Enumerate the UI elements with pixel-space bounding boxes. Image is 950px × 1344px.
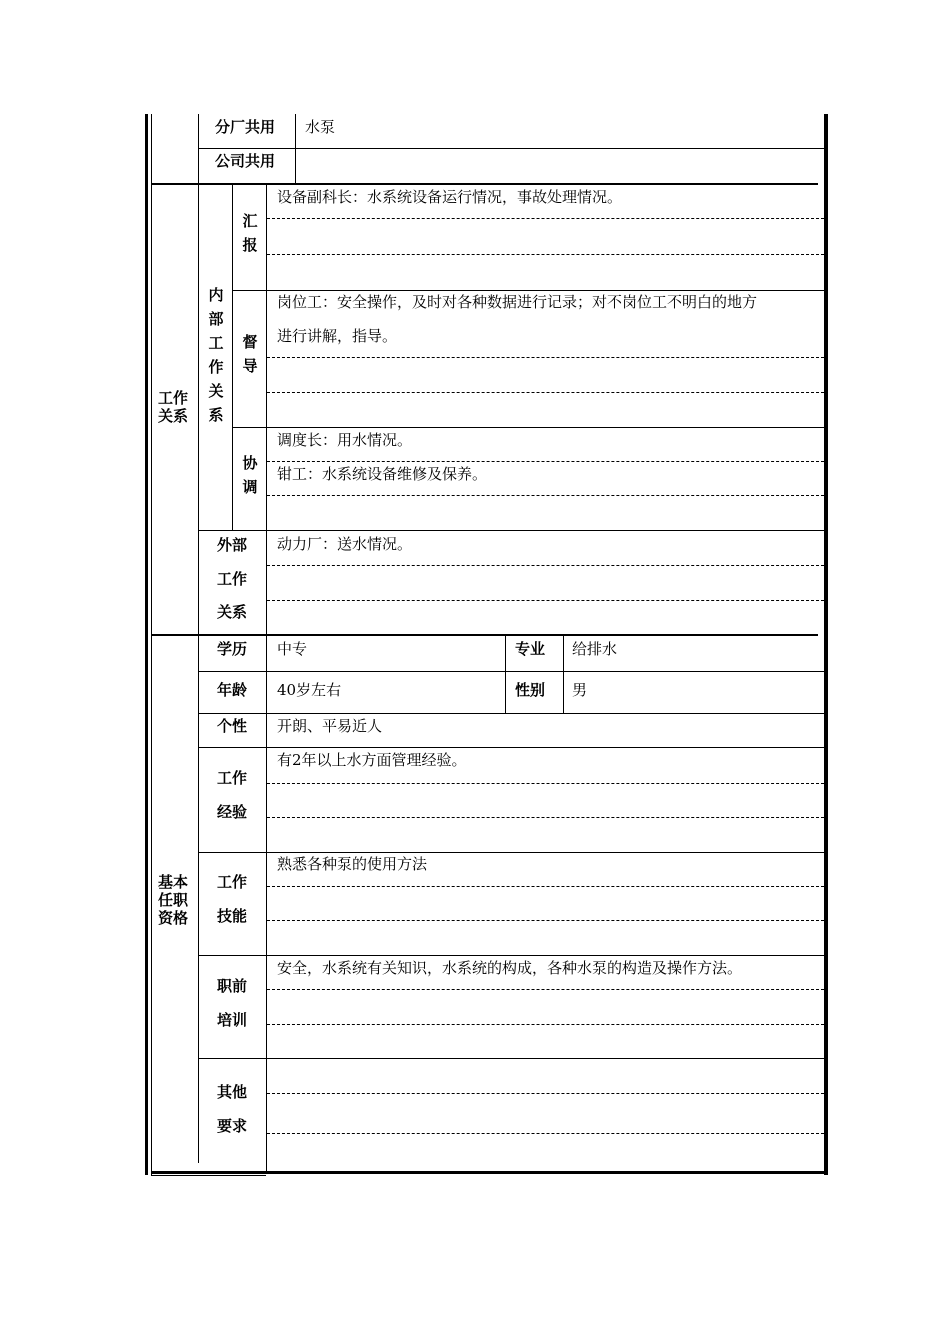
supervise-rule-2 xyxy=(267,392,824,393)
age-row-border xyxy=(198,713,824,714)
external-rule-1 xyxy=(267,565,824,566)
external-label-line-3: 关系 xyxy=(217,603,248,621)
report-line-1: 设备副科长：水系统设备运行情况，事故处理情况。 xyxy=(277,188,623,206)
training-rule-1 xyxy=(267,989,824,990)
internal-bottom-border xyxy=(198,530,824,531)
branch-shared-label: 分厂共用 xyxy=(215,118,276,136)
experience-label-line-1: 工作 xyxy=(217,769,248,787)
skills-rule-2 xyxy=(267,920,824,921)
coordinate-rule-1 xyxy=(267,461,824,462)
report-label: 汇报 xyxy=(242,212,258,254)
other-rule-1 xyxy=(267,1093,824,1094)
experience-rule-1 xyxy=(267,783,824,784)
skills-rule-1 xyxy=(267,886,824,887)
other-label-line-1: 其他 xyxy=(217,1083,248,1101)
major-value: 给排水 xyxy=(572,640,618,658)
top-rows-divider xyxy=(198,114,199,184)
training-label-line-2: 培训 xyxy=(217,1011,248,1029)
major-label: 专业 xyxy=(515,640,546,658)
coordinate-line-2: 钳工：水系统设备维修及保养。 xyxy=(277,465,488,483)
experience-rule-2 xyxy=(267,817,824,818)
age-label: 年龄 xyxy=(217,681,248,699)
training-rule-2 xyxy=(267,1024,824,1025)
work-relations-label: 工作关系 xyxy=(157,389,188,425)
report-rule-2 xyxy=(267,254,824,255)
external-divider xyxy=(266,530,267,635)
branch-shared-value: 水泵 xyxy=(305,118,336,136)
education-row-border xyxy=(198,671,824,672)
internal-relations-label: 内部工作关系 xyxy=(208,286,224,424)
frame-left-border xyxy=(145,114,148,1175)
education-major-divider xyxy=(505,636,506,713)
qualifications-label: 基本任职资格 xyxy=(157,873,188,927)
internal-divider xyxy=(232,185,233,530)
frame-right-border xyxy=(824,114,828,1175)
training-row-border xyxy=(198,1058,824,1059)
skills-label-line-1: 工作 xyxy=(217,873,248,891)
supervise-line-1: 岗位工：安全操作，及时对各种数据进行记录；对不岗位工不明白的地方 xyxy=(277,293,758,311)
supervise-rule-1 xyxy=(267,357,824,358)
major-value-divider xyxy=(563,636,564,713)
training-value: 安全，水系统有关知识，水系统的构成，各种水泵的构造及操作方法。 xyxy=(277,959,743,977)
personality-row-border xyxy=(198,747,824,748)
top-row-separator xyxy=(198,148,824,149)
top-rows-value-divider xyxy=(295,114,296,184)
report-bottom-border xyxy=(232,290,824,291)
other-rule-2 xyxy=(267,1133,824,1134)
coordinate-label: 协调 xyxy=(242,454,258,496)
education-label: 学历 xyxy=(217,640,248,658)
skills-value: 熟悉各种泵的使用方法 xyxy=(277,855,428,873)
frame-bottom-underline xyxy=(151,1175,266,1176)
external-line-1: 动力厂：送水情况。 xyxy=(277,535,413,553)
supervise-line-2: 进行讲解，指导。 xyxy=(277,327,398,345)
coordinate-rule-2 xyxy=(267,495,824,496)
external-label-line-1: 外部 xyxy=(217,536,248,554)
training-label-line-1: 职前 xyxy=(217,977,248,995)
gender-value: 男 xyxy=(572,681,588,699)
frame-bottom-border xyxy=(151,1171,828,1174)
other-label-line-2: 要求 xyxy=(217,1117,248,1135)
personality-value: 开朗、平易近人 xyxy=(277,717,383,735)
work-relations-top-border xyxy=(151,183,818,185)
qualifications-top-border xyxy=(151,634,818,636)
age-value: 40岁左右 xyxy=(277,681,342,699)
supervise-label: 督导 xyxy=(242,333,258,375)
frame-left-inner-border xyxy=(151,114,152,1175)
qualifications-divider xyxy=(198,636,199,1163)
personality-label: 个性 xyxy=(217,717,248,735)
company-shared-label: 公司共用 xyxy=(215,152,276,170)
experience-label-line-2: 经验 xyxy=(217,803,248,821)
report-rule-1 xyxy=(267,218,824,219)
qualifications-content-divider xyxy=(266,636,267,1171)
supervise-bottom-border xyxy=(232,427,824,428)
experience-row-border xyxy=(198,852,824,853)
gender-label: 性别 xyxy=(515,681,546,699)
education-value: 中专 xyxy=(277,640,308,658)
coordinate-line-1: 调度长：用水情况。 xyxy=(277,431,413,449)
external-label-line-2: 工作 xyxy=(217,570,248,588)
experience-value: 有2年以上水方面管理经验。 xyxy=(277,751,467,769)
work-relations-divider xyxy=(198,185,199,635)
skills-label-line-2: 技能 xyxy=(217,907,248,925)
external-rule-2 xyxy=(267,600,824,601)
skills-row-border xyxy=(198,955,824,956)
